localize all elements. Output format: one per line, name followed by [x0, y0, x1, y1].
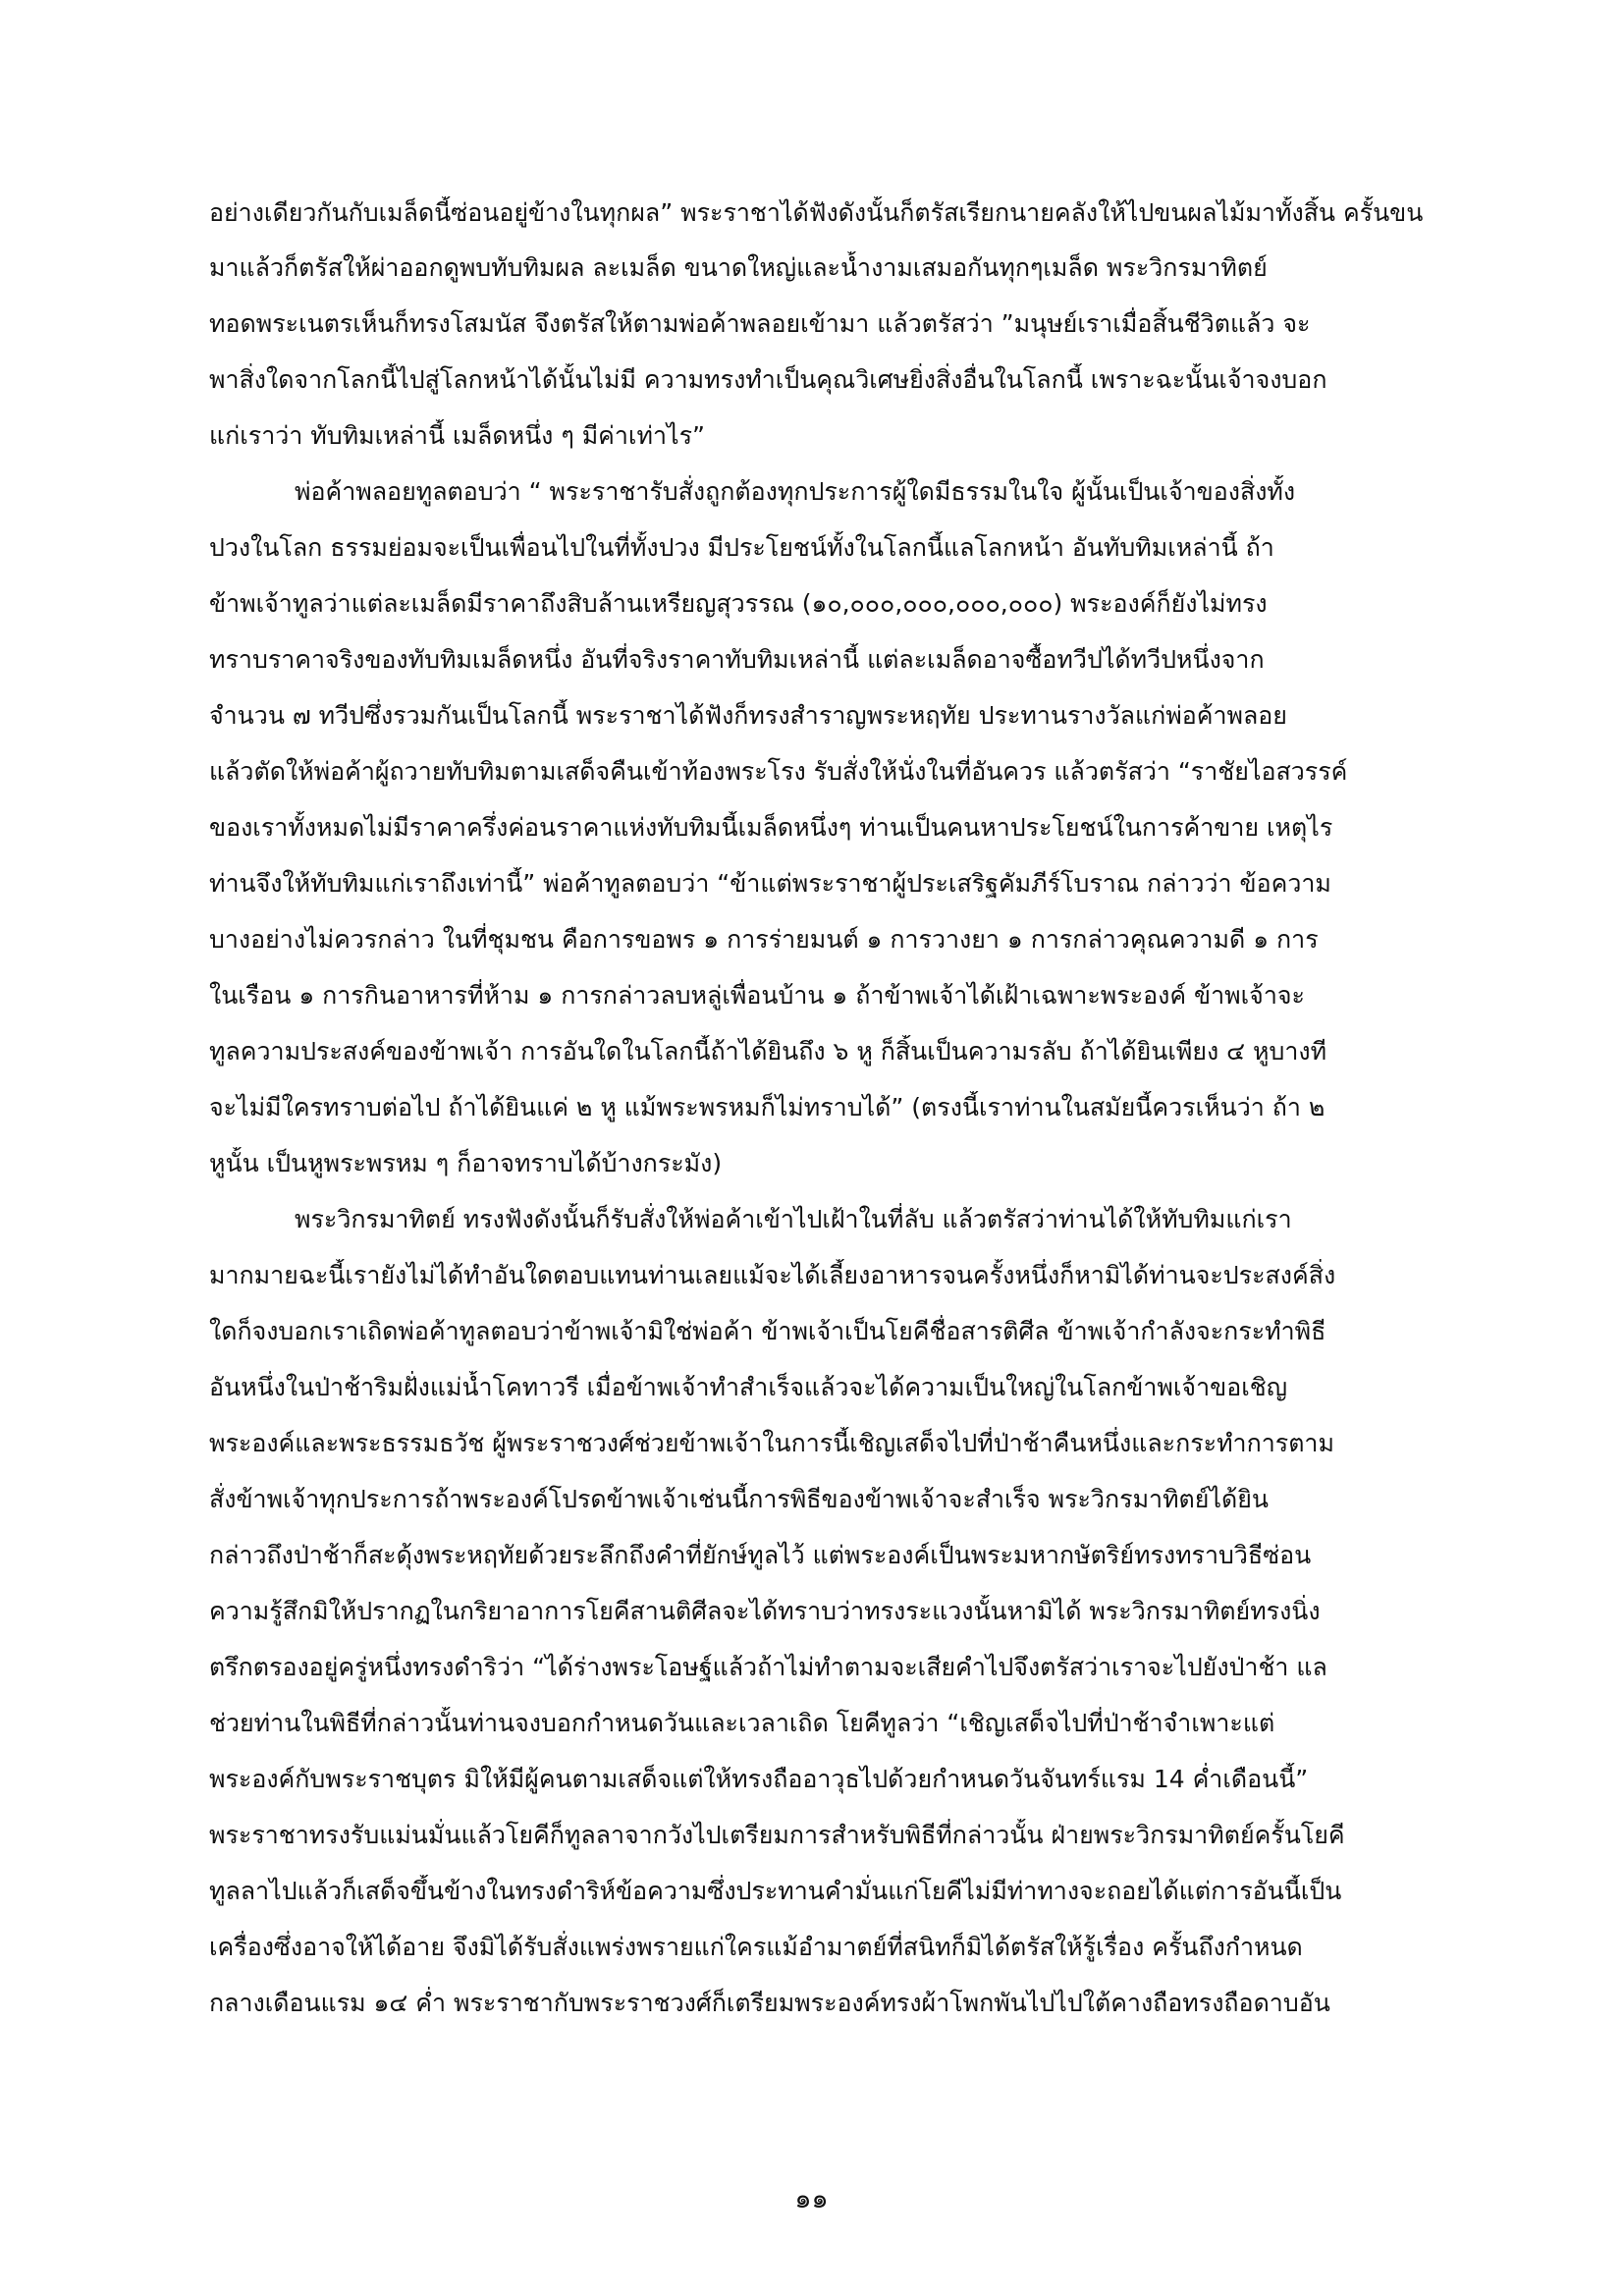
text-line: พาสิ่งใดจากโลกนี้ไปสู่โลกหน้าได้นั้นไม่มี ความทรงทำเป็นคุณวิเศษยิ่งสิ่งอื่นในโลกนี้ เพราะฉะนั้นเจ้าจงบอก [209, 365, 1327, 394]
text-line: ข้าพเจ้าทูลว่าแต่ละเมล็ดมีราคาถึงสิบล้านเหรียญสุวรรณ (๑๐,๐๐๐,๐๐๐,๐๐๐,๐๐๐) พระองค์ก็ยังไม่ทรง [209, 589, 1268, 618]
text-line: จะไม่มีใครทราบต่อไป ถ้าได้ยินแค่ ๒ หู แม้พระพรหมก็ไม่ทราบได้” (ตรงนี้เราท่านในสมัยนี้ควรเห็นว่า ถ้า ๒ [209, 1093, 1325, 1121]
text-line: บางอย่างไม่ควรกล่าว ในที่ชุมชน คือการขอพร ๑ การร่ายมนต์ ๑ การวางยา ๑ การกล่าวคุณความดี ๑ การ [209, 925, 1319, 954]
text-line: มากมายฉะนี้เรายังไม่ได้ทำอันใดตอบแทนท่านเลยแม้จะได้เลี้ยงอาหารจนครั้งหนึ่งก็หามิได้ท่านจะประสงค์สิ่ง [209, 1261, 1336, 1289]
text-line: พระองค์กับพระราชบุตร มิให้มีผู้คนตามเสด็จแต่ให้ทรงถืออาวุธไปด้วยกำหนดวันจันทร์แรม 14 ค่ำเดือนนี้” [209, 1765, 1309, 1793]
text-line: ของเราทั้งหมดไม่มีราคาครึ่งค่อนราคาแห่งทับทิมนี้เมล็ดหนึ่งๆ ท่านเป็นคนหาประโยชน์ในการค้าขาย เหตุไร [209, 813, 1333, 842]
text-line: ทอดพระเนตรเห็นก็ทรงโสมนัส จึงตรัสให้ตามพ่อค้าพลอยเข้ามา แล้วตรัสว่า ”มนุษย์เราเมื่อสิ้นชีวิตแล้ว จะ [209, 309, 1311, 338]
text-line: ใดก็จงบอกเราเถิดพ่อค้าทูลตอบว่าข้าพเจ้ามิใช่พ่อค้า ข้าพเจ้าเป็นโยคีชื่อสารติศีล ข้าพเจ้ากำลังจะกระทำพิธี [209, 1317, 1326, 1345]
text-line: อันหนึ่งในป่าช้าริมฝั่งแม่น้ำโคทาวรี เมื่อข้าพเจ้าทำสำเร็จแล้วจะได้ความเป็นใหญ่ในโลกข้าพเจ้าขอเชิญ [209, 1373, 1288, 1401]
text-line: แล้วตัดให้พ่อค้าผู้ถวายทับทิมตามเสด็จคืนเข้าท้องพระโรง รับสั่งให้นั่งในที่อันควร แล้วตรัสว่า “ราชัยไอสวรรค์ [209, 757, 1348, 786]
text-line: แก่เราว่า ทับทิมเหล่านี้ เมล็ดหนึ่ง ๆ มีค่าเท่าไร” [209, 421, 705, 450]
page-number: ๑๑ [794, 2184, 829, 2214]
text-line: จำนวน ๗ ทวีปซึ่งรวมกันเป็นโลกนี้ พระราชาได้ฟังก็ทรงสำราญพระหฤทัย ประทานรางวัลแก่พ่อค้าพลอย [209, 701, 1287, 730]
text-line: ความรู้สึกมิให้ปรากฏในกริยาอาการโยคีสานติศีลจะได้ทราบว่าทรงระแวงนั้นหามิได้ พระวิกรมาทิตย์ทรงนิ่ง [209, 1597, 1321, 1625]
text-line: อย่างเดียวกันกับเมล็ดนี้ซ่อนอยู่ข้างในทุกผล” พระราชาได้ฟังดังนั้นก็ตรัสเรียกนายคลังให้ไปขนผลไม้มาทั้งสิ้น ครั้นขน [209, 198, 1424, 227]
text-line: เครื่องซึ่งอาจให้ได้อาย จึงมิได้รับสั่งแพร่งพรายแก่ใครแม้อำมาตย์ที่สนิทก็มิได้ตรัสให้รู้เรื่อง ครั้นถึงกำหนด [209, 1933, 1303, 1961]
text-line: ท่านจึงให้ทับทิมแก่เราถึงเท่านี้” พ่อค้าทูลตอบว่า “ข้าแต่พระราชาผู้ประเสริฐคัมภีร์โบราณ กล่าวว่า ข้อความ [209, 869, 1331, 898]
text-line: กลางเดือนแรม ๑๔ ค่ำ พระราชากับพระราชวงศ์ก็เตรียมพระองค์ทรงผ้าโพกพันไปไปใต้คางถือทรงถือดาบอัน [209, 1989, 1330, 2017]
text-line: ทูลลาไปแล้วก็เสด็จขึ้นข้างในทรงดำริห์ข้อความซึ่งประทานคำมั่นแก่โยคีไม่มีท่าทางจะถอยได้แต่การอันนี้เป็น [209, 1877, 1342, 1905]
text-line: ปวงในโลก ธรรมย่อมจะเป็นเพื่อนไปในที่ทั้งปวง มีประโยชน์ทั้งในโลกนี้แลโลกหน้า อันทับทิมเหล่านี้ ถ้า [209, 533, 1274, 562]
text-line: พระองค์และพระธรรมธวัช ผู้พระราชวงศ์ช่วยข้าพเจ้าในการนี้เชิญเสด็จไปที่ป่าช้าคืนหนึ่งและกระทำการตาม [209, 1429, 1334, 1457]
text-line: หูนั้น เป็นหูพระพรหม ๆ ก็อาจทราบได้บ้างกระมัง) [209, 1149, 723, 1177]
text-line: ทูลความประสงค์ของข้าพเจ้า การอันใดในโลกนี้ถ้าได้ยินถึง ๖ หู ก็สิ้นเป็นความรลับ ถ้าได้ยินเพียง ๔ หูบางที [209, 1037, 1327, 1066]
text-line: สั่งข้าพเจ้าทุกประการถ้าพระองค์โปรดข้าพเจ้าเช่นนี้การพิธีของข้าพเจ้าจะสำเร็จ พระวิกรมาทิตย์ได้ยิน [209, 1485, 1269, 1513]
text-line: ทราบราคาจริงของทับทิมเมล็ดหนึ่ง อันที่จริงราคาทับทิมเหล่านี้ แต่ละเมล็ดอาจซื้อทวีปได้ทวีปหนึ่งจาก [209, 645, 1265, 674]
text-line: พระราชาทรงรับแม่นมั่นแล้วโยคีก็ทูลลาจากวังไปเตรียมการสำหรับพิธีที่กล่าวนั้น ฝ่ายพระวิกรมาทิตย์ครั้นโยคี [209, 1821, 1345, 1849]
text-line: กล่าวถึงป่าช้าก็สะดุ้งพระหฤทัยด้วยระลึกถึงคำที่ยักษ์ทูลไว้ แต่พระองค์เป็นพระมหากษัตริย์ทรงทราบวิธีซ่อน [209, 1541, 1312, 1569]
paragraph-first-line: พ่อค้าพลอยทูลตอบว่า “ พระราชารับสั่งถูกต้องทุกประการผู้ใดมีธรรมในใจ ผู้นั้นเป็นเจ้าของสิ่งทั้ง [295, 477, 1296, 506]
text-line: ช่วยท่านในพิธีที่กล่าวนั้นท่านจงบอกกำหนดวันและเวลาเถิด โยคีทูลว่า “เชิญเสด็จไปที่ป่าช้าจำเพาะแต่ [209, 1709, 1275, 1737]
paragraph-first-line: พระวิกรมาทิตย์ ทรงฟังดังนั้นก็รับสั่งให้พ่อค้าเข้าไปเฝ้าในที่ลับ แล้วตรัสว่าท่านได้ให้ทับทิมแก่เรา [295, 1205, 1292, 1233]
text-line: ตรึกตรองอยู่ครู่หนึ่งทรงดำริว่า “ได้ร่างพระโอษฐ์แล้วถ้าไม่ทำตามจะเสียคำไปจึงตรัสว่าเราจะไปยังป่าช้า แล [209, 1653, 1327, 1681]
text-line: มาแล้วก็ตรัสให้ผ่าออกดูพบทับทิมผล ละเมล็ด ขนาดใหญ่และน้ำงามเสมอกันทุกๆเมล็ด พระวิกรมาทิตย์ [209, 253, 1268, 282]
text-line: ในเรือน ๑ การกินอาหารที่ห้าม ๑ การกล่าวลบหลู่เพื่อนบ้าน ๑ ถ้าข้าพเจ้าได้เฝ้าเฉพาะพระองค์ ข้าพเจ้าจะ [209, 981, 1305, 1010]
